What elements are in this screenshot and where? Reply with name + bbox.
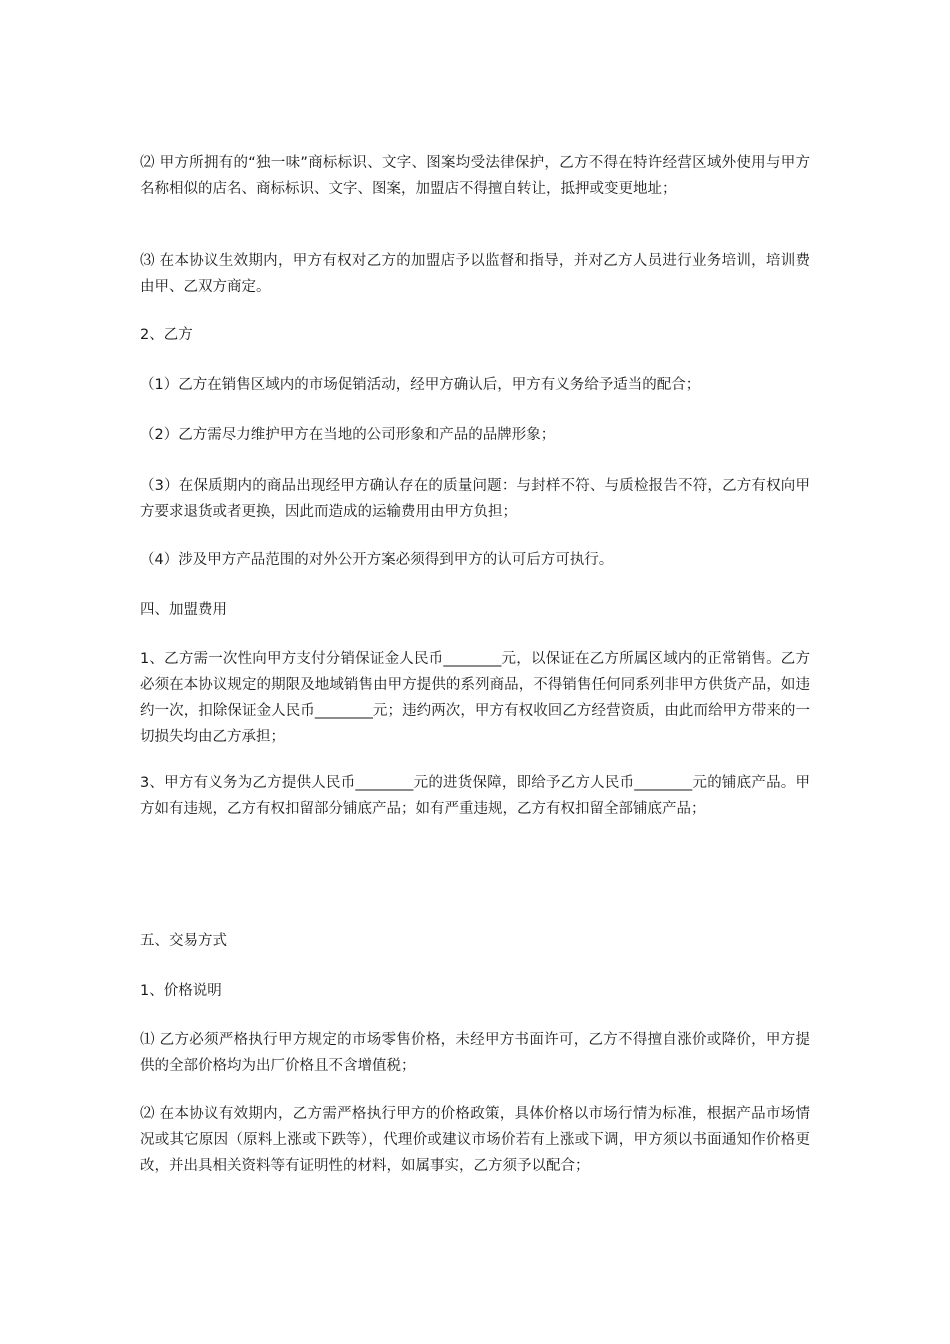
paragraph-fee-item-3: 3、甲方有义务为乙方提供人民币________元的进货保障，即给予乙方人民币________元的铺底产品。甲方如有违规，乙方有权扣留部分铺底产品；如有严重违规，乙方有权扣留全部铺底产品； (140, 775, 810, 817)
paragraph-price-item-1: ⑴ 乙方必须严格执行甲方规定的市场零售价格，未经甲方书面许可，乙方不得擅自涨价或降价，甲方提供的全部价格均为出厂价格且不含增值税； (140, 1032, 810, 1074)
paragraph-b-item-2: （2）乙方需尽力维护甲方在当地的公司形象和产品的品牌形象； (140, 427, 556, 443)
paragraph-b-item-3: （3）在保质期内的商品出现经甲方确认存在的质量问题：与封样不符、与质检报告不符，乙方有权向甲方要求退货或者更换，因此而造成的运输费用由甲方负担； (140, 478, 810, 520)
paragraph-b-item-4: （4）涉及甲方产品范围的对外公开方案必须得到甲方的认可后方可执行。 (140, 552, 614, 568)
heading-price-description: 1、价格说明 (140, 983, 222, 999)
paragraph-fee-item-1: 1、乙方需一次性向甲方支付分销保证金人民币________元，以保证在乙方所属区域内的正常销售。乙方必须在本协议规定的期限及地域销售由甲方提供的系列商品，不得销售任何同系列非甲方供货产品，如违约一次，扣除保证金人民币________元；违约两次，甲方有权收回乙方经营资质，由此而给甲方带来的一切损失均由乙方承担； (140, 651, 810, 745)
paragraph-trademark-protection: ⑵ 甲方所拥有的“独一味”商标标识、文字、图案均受法律保护，乙方不得在特许经营区域外使用与甲方名称相似的店名、商标标识、文字、图案，加盟店不得擅自转让，抵押或变更地址； (140, 155, 810, 197)
heading-party-b: 2、乙方 (140, 327, 193, 343)
paragraph-b-item-1: （1）乙方在销售区域内的市场促销活动，经甲方确认后，甲方有义务给予适当的配合； (140, 377, 701, 393)
paragraph-supervision-training: ⑶ 在本协议生效期内，甲方有权对乙方的加盟店予以监督和指导，并对乙方人员进行业务培训，培训费由甲、乙双方商定。 (140, 253, 810, 295)
paragraph-price-item-2: ⑵ 在本协议有效期内，乙方需严格执行甲方的价格政策，具体价格以市场行情为标准，根据产品市场情况或其它原因（原料上涨或下跌等），代理价或建议市场价若有上涨或下调，甲方须以书面通知作价格更改，并出具相关资料等有证明性的材料，如属事实，乙方须予以配合； (140, 1106, 810, 1174)
heading-section-five: 五、交易方式 (140, 933, 227, 949)
heading-section-four: 四、加盟费用 (140, 602, 227, 618)
